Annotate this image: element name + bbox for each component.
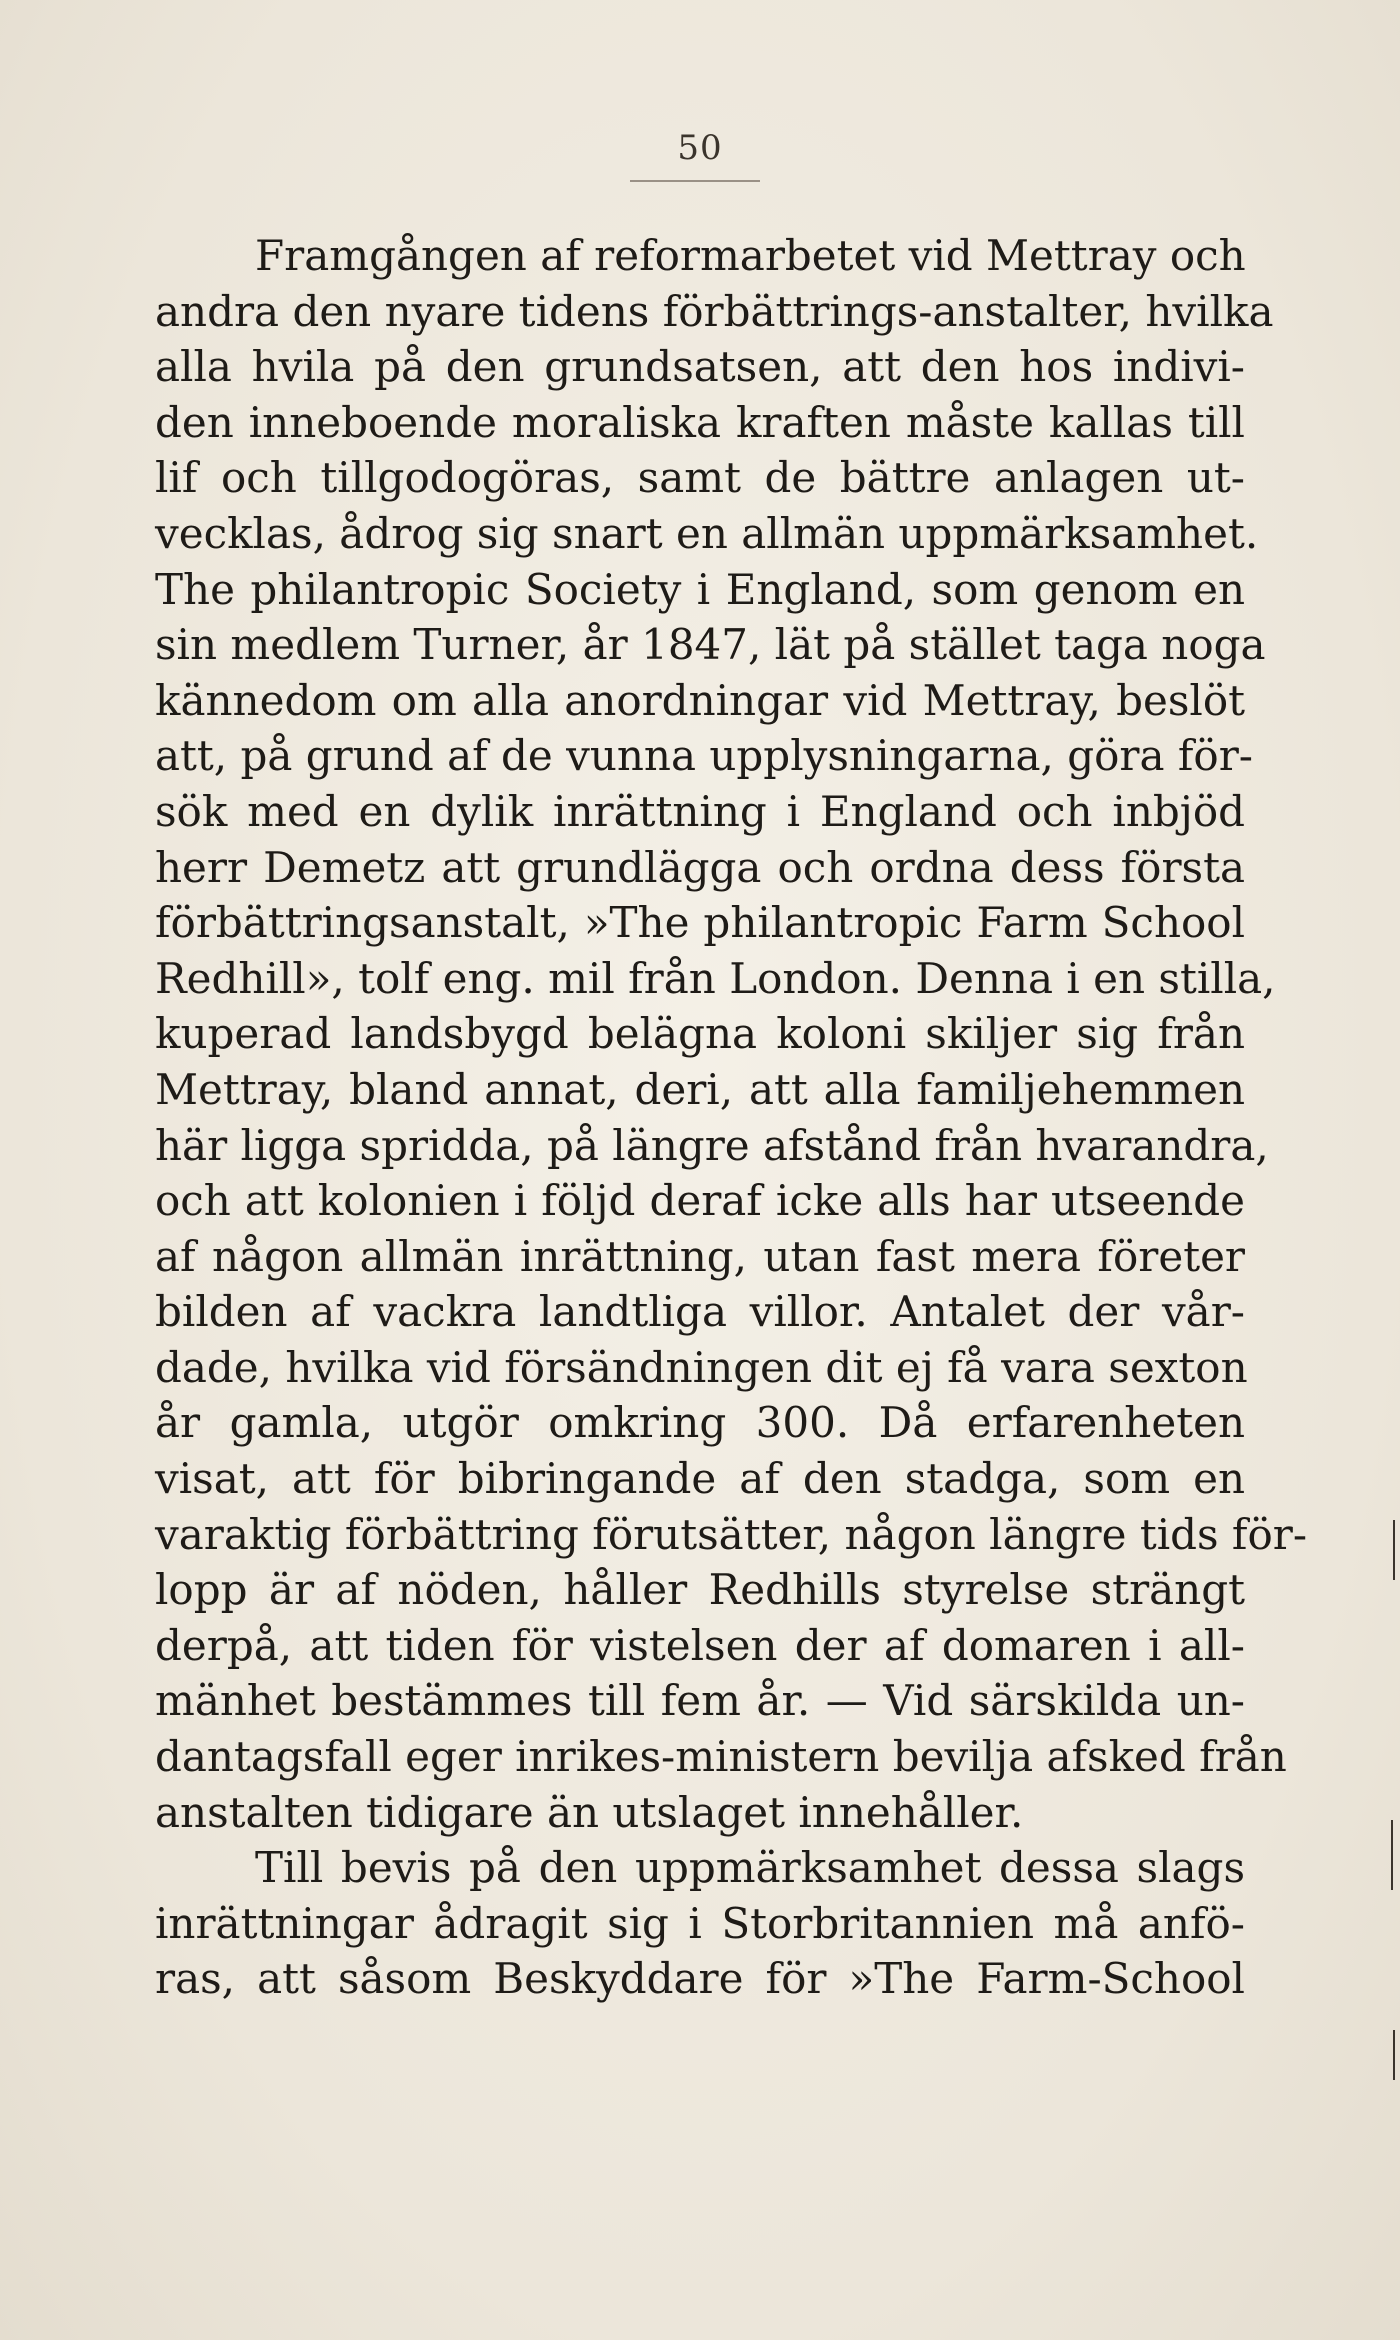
text-line: Redhill», tolf eng. mil från London. Denna i en stilla, xyxy=(155,953,1276,1003)
text-line: kuperad landsbygd belägna koloni skiljer sig från xyxy=(155,1009,1245,1059)
text-line: visat, att för bibringande af den stadga, som en xyxy=(155,1454,1245,1504)
text-line: anstalten tidigare än utslaget innehåller. xyxy=(155,1787,1024,1837)
text-line: Till bevis på den uppmärksamhet dessa slags xyxy=(255,1843,1245,1893)
text-line: af någon allmän inrättning, utan fast mera företer xyxy=(155,1231,1245,1281)
text-line: mänhet bestämmes till fem år. — Vid särskilda un- xyxy=(155,1676,1245,1726)
text-line: och att kolonien i följd deraf icke alls har utseende xyxy=(155,1176,1245,1226)
text-line: lopp är af nöden, håller Redhills styrelse strängt xyxy=(155,1565,1245,1615)
text-line: herr Demetz att grundlägga och ordna dess första xyxy=(155,842,1245,892)
text-line: förbättringsanstalt, »The philantropic Farm School xyxy=(155,898,1245,948)
text-line: att, på grund af de vunna upplysningarna, göra för- xyxy=(155,731,1253,781)
text-line: Framgången af reformarbetet vid Mettray och xyxy=(255,231,1246,280)
text-line: sök med en dylik inrättning i England och inbjöd xyxy=(155,786,1245,836)
text-line: Mettray, bland annat, deri, att alla familjehemmen xyxy=(155,1064,1245,1114)
text-line: inrättningar ådragit sig i Storbritannien må anfö- xyxy=(155,1898,1245,1948)
text-line: andra den nyare tidens förbättrings-anstalter, hvilka xyxy=(155,286,1274,336)
paragraph-1 xyxy=(155,228,1308,1840)
text-line: sin medlem Turner, år 1847, lät på stället taga noga xyxy=(155,620,1266,670)
text-line: ras, att såsom Beskyddare för »The Farm-School xyxy=(155,1954,1245,2004)
text-line: The philantropic Society i England, som genom en xyxy=(155,564,1245,614)
text-line: alla hvila på den grundsatsen, att den hos indivi- xyxy=(155,342,1245,392)
text-line: derpå, att tiden för vistelsen der af domaren i all- xyxy=(155,1620,1245,1670)
body-text xyxy=(155,228,1308,2007)
page-edge-mark xyxy=(1393,2030,1395,2080)
paragraph-2 xyxy=(155,1840,1245,2007)
page-edge-mark xyxy=(1393,1520,1395,1580)
text-line: den inneboende moraliska kraften måste kallas till xyxy=(155,397,1245,447)
page-number-rule xyxy=(630,180,760,182)
text-line: vecklas, ådrog sig snart en allmän uppmärksamhet. xyxy=(155,508,1259,558)
text-line: bilden af vackra landtliga villor. Antalet der vår- xyxy=(155,1287,1245,1337)
text-line: år gamla, utgör omkring 300. Då erfarenheten xyxy=(155,1398,1245,1448)
page-number: 50 xyxy=(677,128,723,168)
text-line: varaktig förbättring förutsätter, någon längre tids för- xyxy=(155,1509,1308,1559)
text-line: lif och tillgodogöras, samt de bättre anlagen ut- xyxy=(155,453,1245,503)
text-line: dantagsfall eger inrikes-ministern bevilja afsked från xyxy=(155,1732,1287,1782)
page-edge-mark xyxy=(1391,1820,1393,1890)
text-line: dade, hvilka vid försändningen dit ej få vara sexton xyxy=(155,1342,1248,1392)
text-line: här ligga spridda, på längre afstånd från hvarandra, xyxy=(155,1120,1269,1170)
text-line: kännedom om alla anordningar vid Mettray, beslöt xyxy=(155,675,1245,725)
